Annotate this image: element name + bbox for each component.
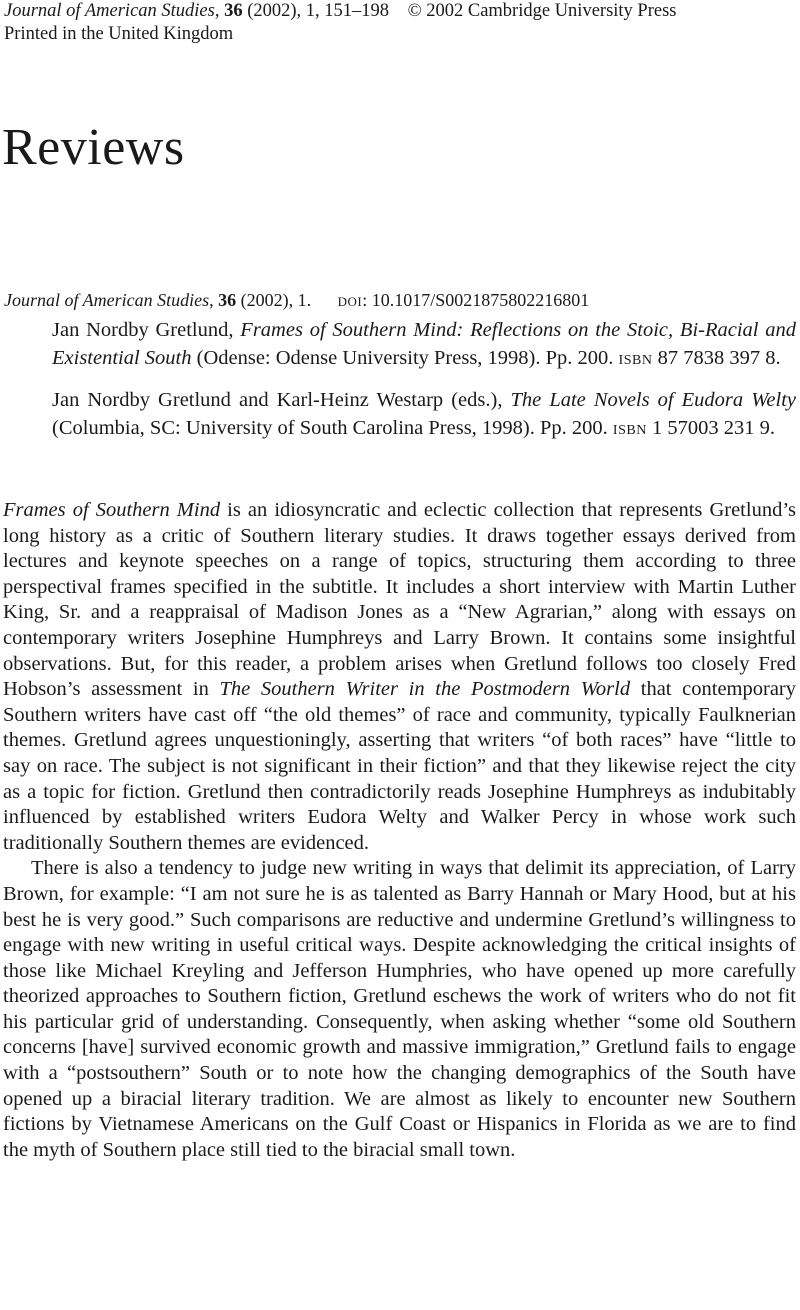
running-head-line-1: Journal of American Studies, 36 (2002), 1, 151–198 © 2002 Cambridge University Press <box>4 1 677 21</box>
running-head <box>4 0 676 46</box>
book-authors: Jan Nordby Gretlund, <box>52 319 234 341</box>
running-head-issue-pages: (2002), 1, 151–198 <box>247 1 390 21</box>
citation-volume: 36 <box>218 290 237 310</box>
doi-value: : 10.1017/S0021875802216801 <box>362 290 590 310</box>
citation-doi <box>338 290 590 310</box>
book-publisher: (Columbia, SC: University of South Carolina Press, 1998). Pp. 200. <box>52 417 608 439</box>
isbn-label: isbn <box>612 417 647 439</box>
paragraph-text: is an idiosyncratic and eclectic collection that represents Gretlund’s long history as a critic of Southern literary studies. It draws together essays derived from lectures and keynote speeches on a range of topics, structuring them according to three perspectival frames specified in the subtitle. It includes a short interview with Martin Luther King, Sr. and a reappraisal of Madison Jones as a “New Agrarian,” along with essays on contemporary writers Josephine Humphreys and Larry Brown. It contains some insightful observations. But, for this reader, a problem arises when Gretlund follows too closely Fred Hobson’s assessment in <box>3 499 796 701</box>
review-paragraph-1 <box>3 498 796 856</box>
reviewed-books <box>52 316 796 456</box>
book-title: The Late Novels of Eudora Welty <box>510 389 796 411</box>
book-authors: Jan Nordby Gretlund and Karl-Heinz Westarp (eds.), <box>52 389 503 411</box>
doi-label: doi <box>337 290 363 310</box>
review-body <box>3 498 796 1163</box>
review-paragraph-2: There is also a tendency to judge new writing in ways that delimit its appreciation, of Larry Brown, for example: “I am not sure he is as talented as Barry Hannah or Mary Hood, but at his best he is very good.” Such comparisons are reductive and undermine Gretlund’s willingness to engage with new writing in useful critical ways. Despite acknowledging the critical insights of those like Michael Kreyling and Jefferson Humphries, who have opened up more carefully theorized approaches to Southern fiction, Gretlund eschews the work of writers who do not fit his particular grid of understanding. Consequently, when asking whether “some old Southern concerns [have] survived economic growth and massive immigration,” Gretlund fails to engage with a “postsouthern” South or to note how the changing demographics of the South have opened up a biracial literary tradition. We are almost as likely to encounter new Southern fictions by Vietnamese Americans on the Gulf Coast or Hispanics in Florida as we are to find the myth of Southern place still tied to the biracial small town. <box>3 857 796 1161</box>
isbn-label: isbn <box>618 347 653 369</box>
paragraph-text: that contemporary Southern writers have cast off “the old themes” of race and community, typically Faulknerian themes. Gretlund agrees unquestioningly, asserting that writers “of both races” have “little to say on race. The subject is not significant in their fiction” and that they likewise reject the city as a topic for fiction. Gretlund then contradictorily reads Josephine Humphreys as indubitably influenced by established writers Eudora Welty and Walker Percy in whose work such traditionally Southern themes are evidenced. <box>3 678 797 854</box>
hobson-book-reference: The Southern Writer in the Postmodern World <box>219 678 631 701</box>
book-title: Frames of Southern Mind: Reflections on the Stoic, Bi-Racial and Existential South <box>52 319 797 369</box>
running-head-journal: Journal of American Studies <box>4 1 215 21</box>
book-title-reference: Frames of Southern Mind <box>3 499 221 521</box>
book-isbn: 1 57003 231 9. <box>651 417 775 439</box>
book-publisher: (Odense: Odense University Press, 1998). Pp. 200. <box>196 347 614 369</box>
running-head-copyright: © 2002 Cambridge University Press <box>407 1 677 21</box>
section-title: Reviews <box>2 119 185 176</box>
citation-journal: Journal of American Studies <box>4 290 210 310</box>
review-citation: Journal of American Studies, 36 (2002), 1. doi: 10.1017/S0021875802216801 <box>4 290 590 310</box>
citation-issue: (2002), 1. <box>240 290 312 310</box>
running-head-volume: 36 <box>224 1 243 21</box>
book-entry <box>52 316 796 372</box>
book-entry <box>52 386 796 442</box>
book-isbn: 87 7838 397 8. <box>657 347 781 369</box>
running-head-printed: Printed in the United Kingdom <box>4 24 234 44</box>
